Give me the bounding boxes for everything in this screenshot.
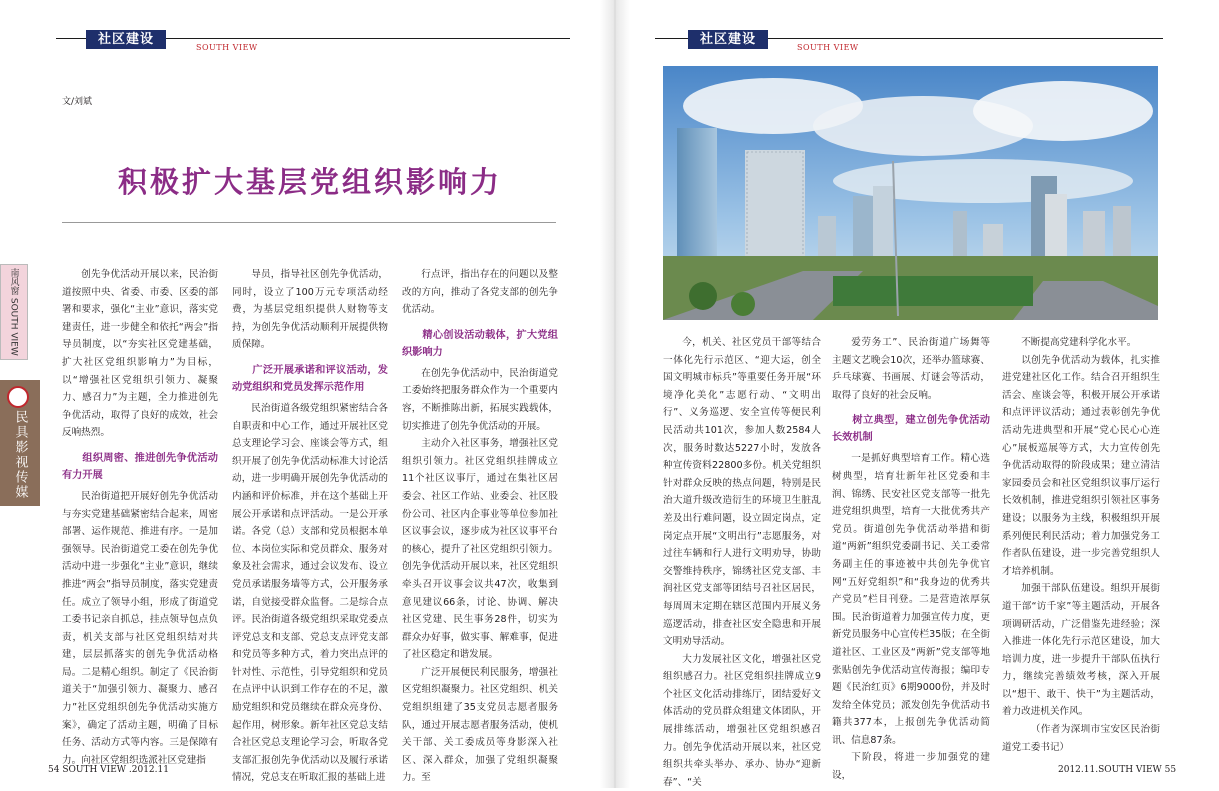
page-footer-right: 2012.11.SOUTH VIEW 55 <box>1058 765 1177 775</box>
page-footer-left: 54 SOUTH VIEW .2012.11 <box>48 765 169 775</box>
subheading: 树立典型，建立创先争优活动长效机制 <box>832 415 990 444</box>
subheading: 精心创设活动载体，扩大党组织影响力 <box>402 329 558 358</box>
paragraph: 爱劳务工”、民治街道广场舞等主题文艺晚会10次，还举办篮球赛、乒乓球赛、书画展、灯谜会等活动，取得了良好的社会反响。 <box>832 337 990 401</box>
author-note: （作者为深圳市宝安区民治街道党工委书记） <box>1002 724 1160 753</box>
text-column-1 <box>62 266 218 769</box>
subheading: 广泛开展承诺和评议活动，发动党组织和党员发挥示范作用 <box>232 364 388 393</box>
byline: 文/刘斌 <box>62 97 93 107</box>
title-rule <box>62 222 556 223</box>
paragraph: 民治街道把开展好创先争优活动与夯实党建基础紧密结合起来，周密部署、运作规范、推进有序。一是加强领导。民治街道党工委在创先争优活动中进一步强化“主业”意识，继续推进“两会”指导员制度，落实党建责任。成立了领导小组，形成了街道党工委书记亲自抓总，挂点领导包点负责，机关支部与社区党组织结对共建，层层抓落实的创先争优活动格局。二是精心组织。制定了《民治街道关于“加强引领力、凝聚力、感召力”社区党组织创先争优活动实施方案》，确定了活动主题，明确了目标任务、活动方式等内容。三是保障有力。向社区党组织选派社区党建指 <box>62 490 218 766</box>
paragraph: 加强干部队伍建设。组织开展街道干部“访千家”等主题活动，开展各项调研活动，广泛借鉴先进经验；深入推进一体化先行示范区建设，加大培训力度，进一步提升干部队伍执行力，继续完善绩效考核，深入开展以“想干、敢干、快干”为主题活动，着力改进机关作风。 <box>1002 583 1160 718</box>
section-badge: 社区建设 <box>86 30 166 49</box>
text-column-5 <box>832 334 990 785</box>
left-page <box>0 0 600 788</box>
text-column-4 <box>663 334 821 791</box>
side-tab-logo: 民具影视传媒 <box>0 380 40 506</box>
text-column-3 <box>402 266 558 787</box>
side-tab-magazine: 南风窗 SOUTH VIEW <box>0 264 28 360</box>
paragraph: 主动介入社区事务，增强社区党组织引领力。社区党组织挂牌成立11个社区议事厅，通过在集社区居委会、社区工作站、业委会、社区股份公司、社区内企事业等单位参加社区议事会议，逐步成为社区议事平台的核心，提升了社区党组织引领力。创先争优活动开展以来，社区党组织牵头召开议事会议共47次，收集到意见建议66条，讨论、协调、解决社区党建、民生事务28件，切实为群众办好事，做实事、解难事，促进了社区稳定和谐发展。 <box>402 438 558 661</box>
paragraph: 一是抓好典型培育工作。精心选树典型，培育壮新年社区党委和丰润、锦绣、民安社区党支部等一批先进党组织典型，培育一大批优秀共产党员。街道创先争优活动举措和街道“两新”组织党委副书记、关工委常务副主任的事迹被中共创先争优官网“五好党组织”和“我身边的优秀共产党员”栏目刊登。二是营造浓厚氛围。民治街道着力加强宣传力度，更新党员服务中心宣传栏35版；在全街道社区、工业区及“两新”党支部等地张贴创先争优活动宣传海报；编印专题《民治红页》6期9000份，并及时发给全体党员；派发创先争优活动书籍共377本，上报创先争优活动简讯、信息87条。 <box>832 453 990 746</box>
city-skyline-photo <box>663 66 1158 320</box>
section-english-right: SOUTH VIEW <box>797 43 859 52</box>
paragraph: 大力发展社区文化，增强社区党组织感召力。社区党组织挂牌成立9个社区文化活动排练厅，团结爱好文体活动的党员群众组建文体团队，开展排练活动，增强社区党组织感召力。创先争优活动开展以来，社区党组织共牵头举办、承办、协办“迎新春”、“关 <box>663 653 821 788</box>
paragraph: 在创先争优活动中，民治街道党工委始终把服务群众作为一个重要内容，不断推陈出新，拓展实践载体，切实推进了创先争优活动的开展。 <box>402 367 558 432</box>
paragraph: 民治街道各级党组织紧密结合各自职责和中心工作，通过开展社区党总支理论学习会、座谈会等方式，组织开展了创先争优活动标准大讨论活动，进一步明确开展创先争优活动的内涵和评价标准，并在这个基础上开展公开承诺和点评活动。一是公开承诺。各党（总）支部和党员根据本单位、本岗位实际和党员群众、服务对象及社会需求，通过会议发布、设立党员承诺服务墙等方式，公开服务承诺，自觉接受群众监督。二是综合点评。民治街道各级党组织采取党委点评党总支和支部、党总支点评党支部和党员等多种方式，着力突出点评的针对性、示范性，引导党组织和党员在点评中认识到工作存在的不足，激励党组织和党员继续在群众亮身份、起作用，树形象。新年社区党总支结合社区党总支理论学习会，听取各党支部汇报创先争优活动以及履行承诺情况，党总支在听取汇报的基础上进 <box>232 402 388 784</box>
paragraph: 不断提高党建科学化水平。 <box>1021 337 1137 348</box>
book-gutter <box>600 0 630 788</box>
text-column-2 <box>232 266 388 787</box>
seal-icon <box>7 386 29 408</box>
paragraph: 创先争优活动开展以来，民治街道按照中央、省委、市委、区委的部署和要求，强化“主业”意识，落实党建责任，进一步健全和依托“两会”指导员制度，以“夯实社区党建基础，扩大社区党组织影响力”为目标，以“增强社区党组织引领力、凝聚力、感召力”为主题，全力推进创先争优活动，取得了良好的成效，社会反响热烈。 <box>62 269 218 439</box>
section-english: SOUTH VIEW <box>196 43 258 52</box>
text-column-6 <box>1002 334 1160 756</box>
section-badge-right: 社区建设 <box>688 30 768 49</box>
subheading: 组织周密、推进创先争优活动有力开展 <box>62 452 218 481</box>
paragraph: 下阶段，将进一步加强党的建设， <box>832 752 990 782</box>
paragraph: 广泛开展便民利民服务，增强社区党组织凝聚力。社区党组织、机关党组织组建了35支党员志愿者服务队，通过开展志愿者服务活动，使机关干部、关工委成员等身影深入社区、深入群众，加强了党组织凝聚力。至 <box>402 666 558 784</box>
paragraph: 行点评，指出存在的问题以及整改的方向，推动了各党支部的创先争优活动。 <box>402 269 558 316</box>
article-title: 积极扩大基层党组织影响力 <box>118 165 503 199</box>
paragraph: 以创先争优活动为载体，扎实推进党建社区化工作。结合召开组织生活会、座谈会等，积极开展公开承诺和点评评议活动；通过表彰创先争优活动先进典型和开展“党心民心心连心”展板巡展等方式，大力宣传创先争优活动取得的阶段成果；建立清洁家园委员会和社区党组织议事厅运行长效机制，推进党组织引领社区事务建设；以服务为主线，积极组织开展系列便民利民活动；着力加强党务工作者队伍建设，进一步完善党组织人才培养机制。 <box>1002 354 1160 577</box>
paragraph: 今，机关、社区党员干部等结合一体化先行示范区、“迎大运，创全国文明城市标兵”等重要任务开展“环境净化美化”志愿行动、“文明出行”、义务巡逻、安全宣传等便民利民活动共101次，参加人数2584人次，服务时数达5227小时，发放各种宣传资料22800多份。机关党组织针对群众反映的热点问题，特别是民治大道升级改造衍生的环境卫生脏乱差及出行难问题，设立固定岗点，定岗定点开展“文明出行”志愿服务，对过往车辆和行人进行文明劝导，协助交警维持秩序，锦绣社区党支部、丰润社区党支部等团结号召社区居民，每周周末定期在辖区范围内开展义务巡逻活动，排查社区安全隐患和开展文明劝导活动。 <box>663 337 821 648</box>
paragraph: 导员，指导社区创先争优活动，同时，设立了100万元专项活动经费，为基层党组织提供人财物等支持，为创先争优活动顺利开展提供物质保障。 <box>232 269 388 351</box>
